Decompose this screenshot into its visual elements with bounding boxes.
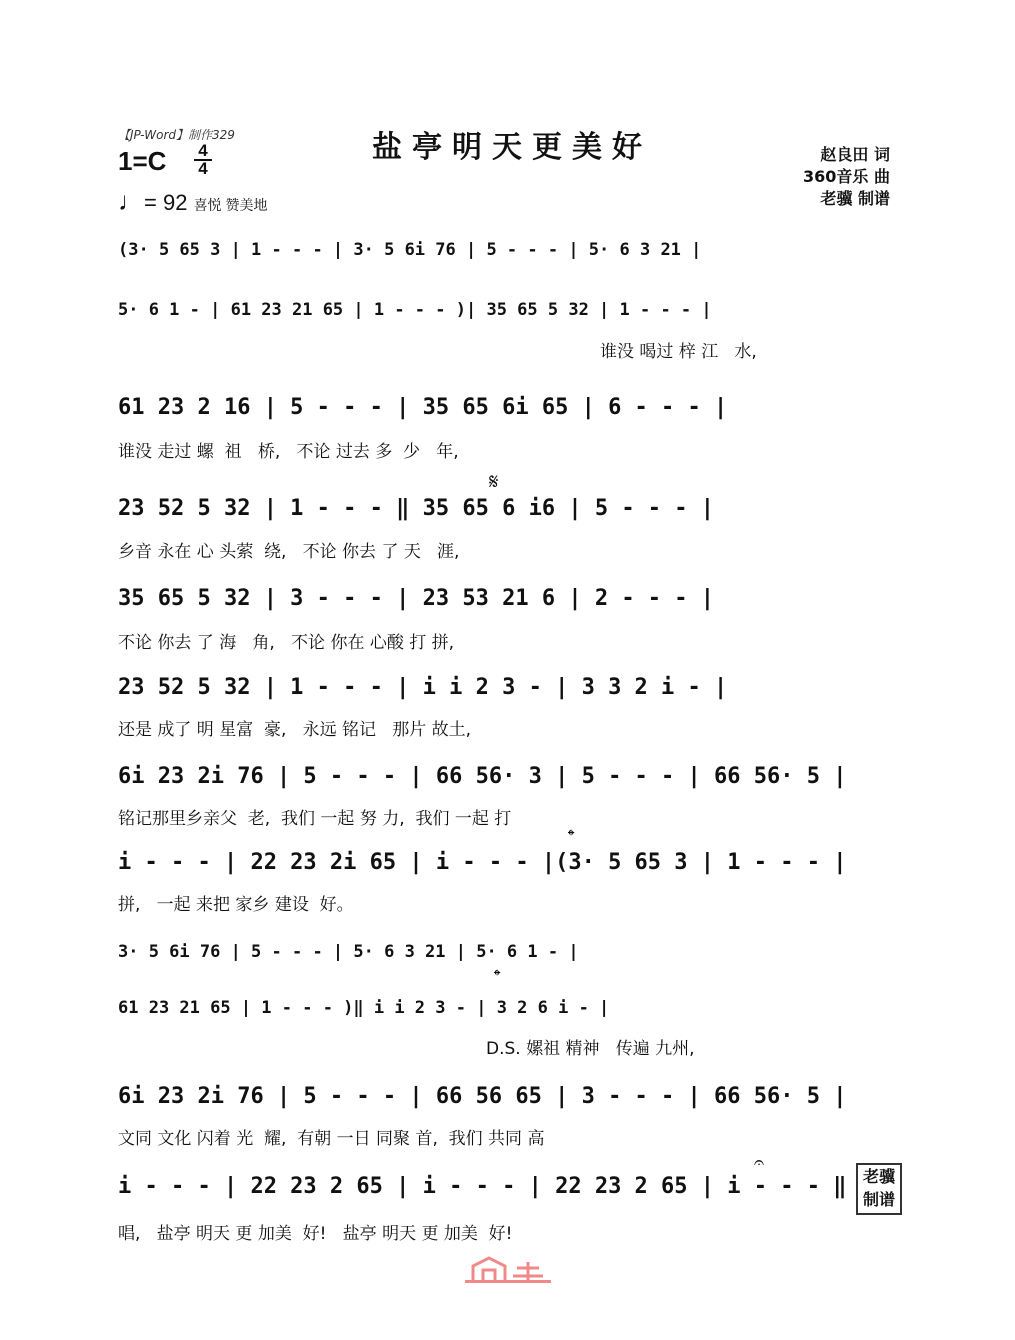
score-line-6: 23 52 5 32 | 1 - - - | i i 2 3 - | 3 3 2 i - | <box>118 675 728 700</box>
key-signature: 1=C <box>118 146 167 176</box>
lyricist: 赵良田 词 <box>820 145 890 164</box>
credits <box>740 144 890 210</box>
score-line-7: 6i 23 2i 76 | 5 - - - | 66 56· 3 | 5 - - - | 66 56· 5 | <box>118 764 847 789</box>
lyric-line-3: 乡音 永在 心 头萦 绕, 不论 你去 了 天 涯, <box>118 542 460 562</box>
arranger: 老骥 制谱 <box>820 189 890 208</box>
tempo-value: = 92 <box>144 190 188 215</box>
lyric-line-10: 唱, 盐亭 明天 更 加美 好! 盐亭 明天 更 加美 好! <box>118 1224 513 1244</box>
maker-note: 【JP-Word】制作329 <box>118 128 235 142</box>
pavilion-logo-icon <box>463 1250 553 1286</box>
lyric-line-6: 铭记那里乡亲父 老, 我们 一起 努 力, 我们 一起 打 <box>118 809 512 829</box>
time-signature <box>194 143 212 177</box>
time-top: 4 <box>194 143 212 161</box>
song-title: 盐亭明天更美好 <box>372 130 652 165</box>
score-line-12: i - - - | 22 23 2 65 | i - - - | 22 23 2 65 | i - - - ‖ <box>118 1174 847 1199</box>
lyric-line-4: 不论 你去 了 海 角, 不论 你在 心酸 打 拼, <box>118 633 455 653</box>
score-line-5: 35 65 5 32 | 3 - - - | 23 53 21 6 | 2 - - - | <box>118 586 715 611</box>
time-bottom: 4 <box>198 159 208 178</box>
lyric-line-2: 谁没 走过 螺 祖 桥, 不论 过去 多 少 年, <box>118 442 459 462</box>
score-line-8: i - - - | 22 23 2i 65 | i - - - |(3· 5 65 3 | 1 - - - | <box>118 850 847 875</box>
tempo-marking <box>118 186 267 217</box>
mood-marking: 喜悦 赞美地 <box>193 197 268 213</box>
score-line-3: 61 23 2 16 | 5 - - - | 35 65 6i 65 | 6 - - - | <box>118 395 728 420</box>
fermata-sign: 𝄐 <box>754 1152 765 1173</box>
coda-sign-1: 𝄌 <box>568 826 575 847</box>
lyric-line-8: D.S. 嫘祖 精神 传遍 九州, <box>486 1039 695 1059</box>
score-line-1: (3· 5 65 3 | 1 - - - | 3· 5 6i 76 | 5 - - - | 5· 6 3 21 | <box>118 240 702 260</box>
arranger-seal: 老骥制谱 <box>856 1163 902 1215</box>
lyric-line-5: 还是 成了 明 星富 豪, 永远 铭记 那片 故土, <box>118 720 472 740</box>
score-line-10: 61 23 21 65 | 1 - - - )‖ i i 2 3 - | 3 2 6 i - | <box>118 998 610 1018</box>
coda-sign-2: 𝄌 <box>494 966 501 987</box>
quarter-note-icon: ♩ <box>118 186 144 216</box>
lyric-line-7: 拼, 一起 来把 家乡 建设 好。 <box>118 895 354 915</box>
score-line-9: 3· 5 6i 76 | 5 - - - | 5· 6 3 21 | 5· 6 1 - | <box>118 942 579 962</box>
score-line-4: 23 52 5 32 | 1 - - - ‖ 35 65 6 i6 | 5 - - - | <box>118 496 715 521</box>
lyric-line-1: 谁没 喝过 梓 江 水, <box>600 342 757 362</box>
score-line-2: 5· 6 1 - | 61 23 21 65 | 1 - - - )| 35 65 5 32 | 1 - - - | <box>118 300 712 320</box>
composer: 360音乐 曲 <box>803 167 890 186</box>
score-line-11: 6i 23 2i 76 | 5 - - - | 66 56 65 | 3 - - - | 66 56· 5 | <box>118 1084 847 1109</box>
lyric-line-9: 文同 文化 闪着 光 耀, 有朝 一日 同聚 首, 我们 共同 高 <box>118 1129 545 1149</box>
segno-sign: 𝄋 <box>489 470 499 495</box>
